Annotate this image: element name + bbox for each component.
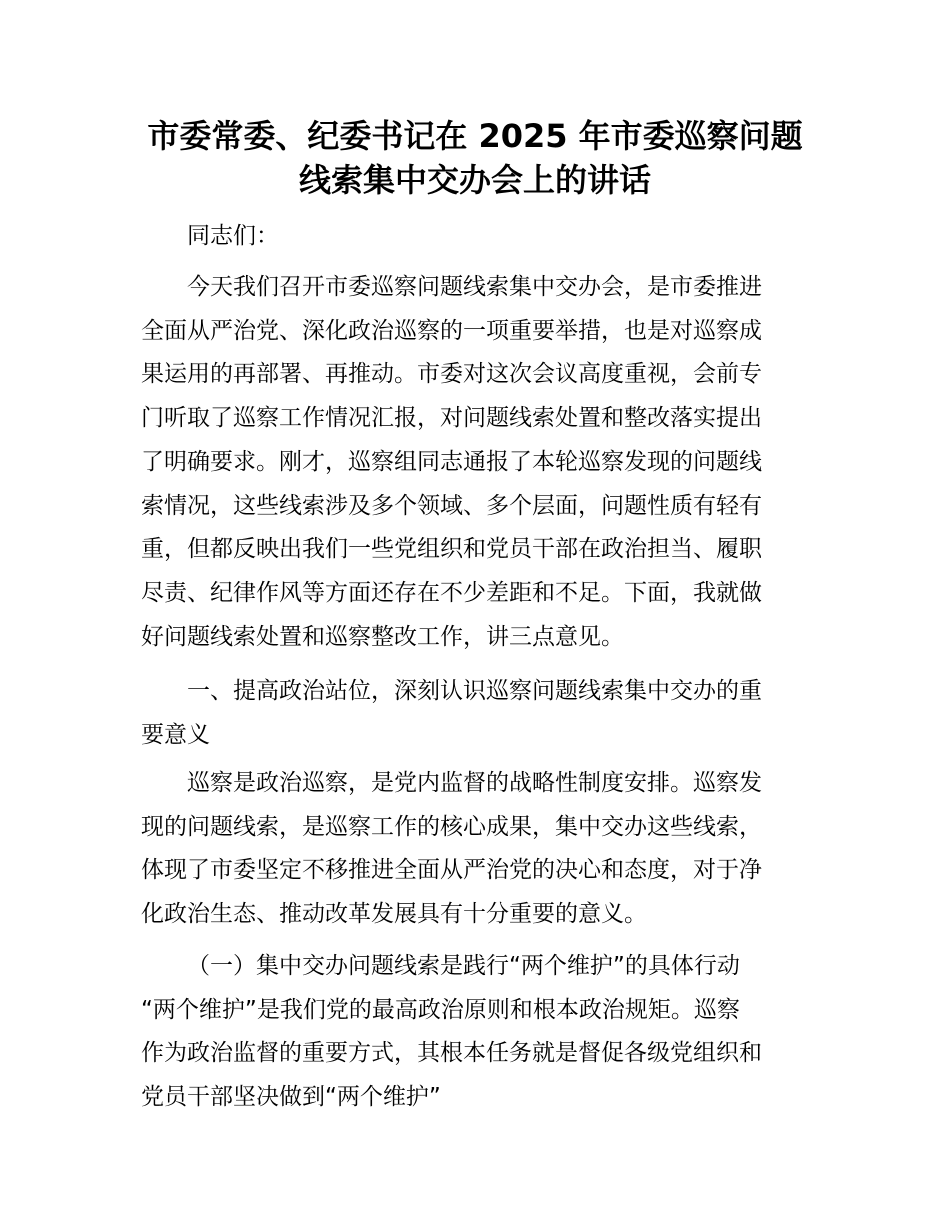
paragraph-subsection-1: [141, 945, 813, 1120]
paragraph-line: 体现了市委坚定不移推进全面从严治党的决心和态度，对于净: [141, 857, 762, 884]
paragraph-line: 好问题线索处置和巡察整改工作，讲三点意见。: [141, 623, 624, 650]
paragraph-line: 作为政治监督的重要方式，其根本任务就是督促各级党组织和: [141, 1040, 762, 1067]
paragraph-line: 化政治生态、推动改革发展具有十分重要的意义。: [141, 901, 647, 928]
paragraph-line: 巡察是政治巡察，是党内监督的战略性制度安排。巡察发: [187, 770, 762, 796]
paragraph-intro: [141, 266, 813, 659]
paragraph-line: 重，但都反映出我们一些党组织和党员干部在政治担当、履职: [141, 536, 762, 563]
paragraph-line: 索情况，这些线索涉及多个领域、多个层面，问题性质有轻有: [141, 492, 762, 519]
paragraph-line: 现的问题线索，是巡察工作的核心成果，集中交办这些线索，: [141, 813, 762, 840]
greeting: 同志们：: [187, 223, 279, 249]
heading-line: 要意义: [141, 721, 210, 748]
paragraph-line: 今天我们召开市委巡察问题线索集中交办会，是市委推进: [187, 274, 762, 300]
paragraph-line: （一）集中交办问题线索是践行“两个维护”的具体行动: [187, 953, 740, 979]
paragraph-line: 了明确要求。刚才，巡察组同志通报了本轮巡察发现的问题线: [141, 448, 762, 475]
paragraph-line: 尽责、纪律作风等方面还存在不少差距和不足。下面，我就做: [141, 579, 762, 606]
document-title-line-2: 线索集中交办会上的讲话: [298, 161, 651, 199]
document-title-line-1: 市委常委、纪委书记在 2025 年市委巡察问题: [147, 117, 803, 155]
paragraph-line: 党员干部坚决做到“两个维护”: [141, 1084, 441, 1111]
paragraph-section-1: [141, 762, 813, 937]
paragraph-line: 全面从严治党、深化政治巡察的一项重要举措，也是对巡察成: [141, 317, 762, 344]
heading-line: 一、提高政治站位，深刻认识巡察问题线索集中交办的重: [187, 678, 762, 704]
paragraph-line: “两个维护”是我们党的最高政治原则和根本政治规矩。巡察: [141, 996, 740, 1023]
paragraph-line: 果运用的再部署、再推动。市委对这次会议高度重视，会前专: [141, 361, 762, 388]
section-heading-1: [141, 670, 813, 757]
paragraph-line: 门听取了巡察工作情况汇报，对问题线索处置和整改落实提出: [141, 405, 762, 432]
